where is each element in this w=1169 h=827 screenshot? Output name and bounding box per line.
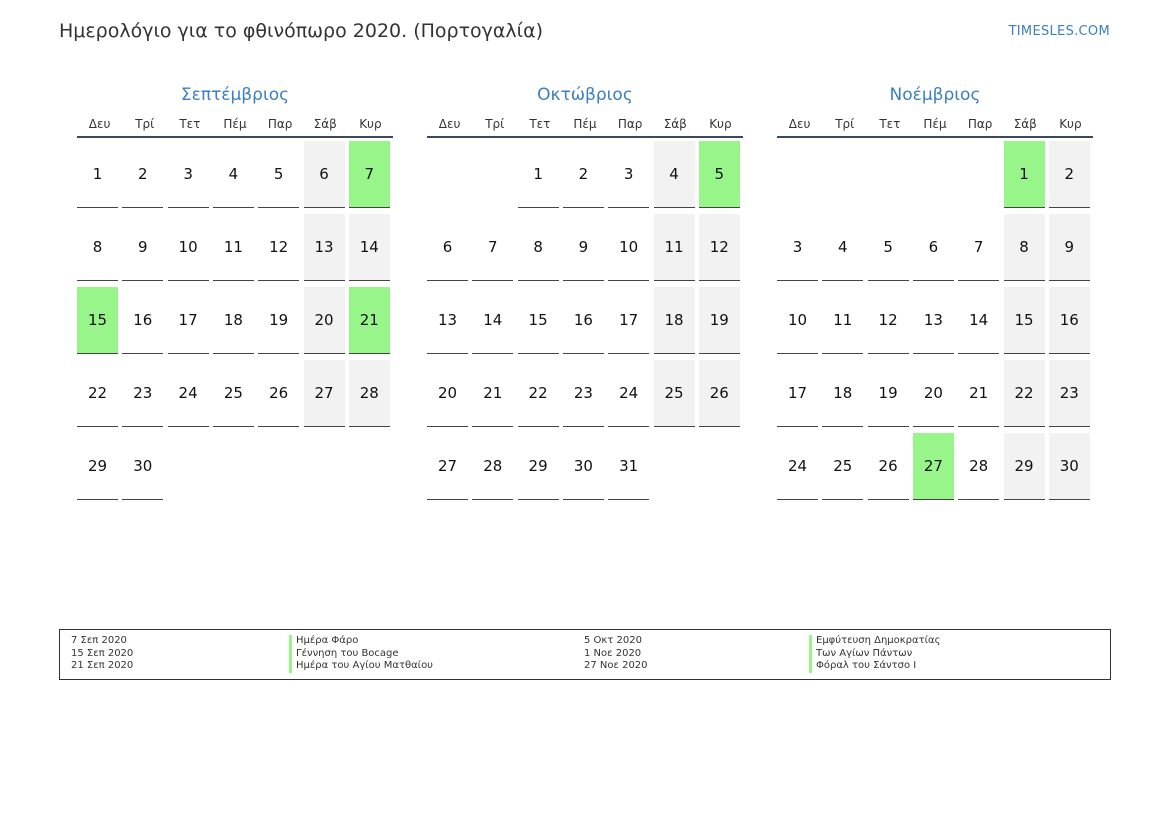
day-cell: 24 xyxy=(168,360,209,427)
month-title: Οκτώβριος xyxy=(537,85,633,105)
weekday-header xyxy=(427,116,743,138)
weekday-label: Πέμ xyxy=(573,117,597,131)
day-cell: 8 xyxy=(1004,214,1045,281)
day-cell: 8 xyxy=(77,214,118,281)
holiday-day-cell: 1 xyxy=(1004,141,1045,208)
legend-holiday-name: Φόραλ του Σάντσο I xyxy=(809,660,941,673)
day-cell: 21 xyxy=(958,360,999,427)
day-cell: 12 xyxy=(868,287,909,354)
day-cell: 1 xyxy=(518,141,559,208)
day-cell: 19 xyxy=(868,360,909,427)
weekday-label: Κυρ xyxy=(359,117,382,131)
day-cell: 23 xyxy=(1049,360,1090,427)
day-cell: 14 xyxy=(472,287,513,354)
day-cell: 6 xyxy=(913,214,954,281)
day-cell: 30 xyxy=(1049,433,1090,500)
day-cell: 18 xyxy=(822,360,863,427)
holiday-day-cell: 15 xyxy=(77,287,118,354)
weekday-label: Παρ xyxy=(267,117,293,131)
day-cell: 27 xyxy=(427,433,468,500)
weekday-label: Πέμ xyxy=(223,117,247,131)
weekday-label: Παρ xyxy=(617,117,643,131)
legend-holiday-name: Εμφύτευση Δημοκρατίας xyxy=(809,635,941,648)
legend-date: 1 Νοε 2020 xyxy=(584,647,642,659)
legend-names-left xyxy=(289,635,433,673)
day-cell: 21 xyxy=(472,360,513,427)
day-cell: 22 xyxy=(77,360,118,427)
day-cell: 30 xyxy=(122,433,163,500)
weekday-label: Σάβ xyxy=(313,117,337,131)
day-cell: 10 xyxy=(608,214,649,281)
legend-dates-left xyxy=(71,635,133,673)
holiday-day-cell: 21 xyxy=(349,287,390,354)
day-cell: 12 xyxy=(699,214,740,281)
day-cell: 8 xyxy=(518,214,559,281)
day-cell: 20 xyxy=(913,360,954,427)
legend-names-right xyxy=(809,635,941,673)
day-cell: 25 xyxy=(213,360,254,427)
day-cell: 19 xyxy=(258,287,299,354)
day-cell: 7 xyxy=(472,214,513,281)
day-cell: 22 xyxy=(1004,360,1045,427)
day-cell: 4 xyxy=(822,214,863,281)
day-cell: 11 xyxy=(822,287,863,354)
day-grid xyxy=(777,141,1093,581)
day-cell: 25 xyxy=(822,433,863,500)
weekday-label: Σάβ xyxy=(663,117,687,131)
day-cell: 28 xyxy=(349,360,390,427)
legend-holiday-name: Των Αγίων Πάντων xyxy=(809,648,941,661)
day-cell: 6 xyxy=(304,141,345,208)
day-cell: 31 xyxy=(608,433,649,500)
day-cell: 20 xyxy=(304,287,345,354)
day-cell: 13 xyxy=(913,287,954,354)
day-cell: 4 xyxy=(654,141,695,208)
weekday-label: Τρί xyxy=(485,117,505,131)
day-cell: 17 xyxy=(608,287,649,354)
legend-holiday-name: Ημέρα Φάρο xyxy=(289,635,433,648)
day-cell: 17 xyxy=(777,360,818,427)
weekday-label: Δευ xyxy=(438,117,461,131)
day-cell: 3 xyxy=(608,141,649,208)
day-cell: 5 xyxy=(868,214,909,281)
day-cell: 14 xyxy=(958,287,999,354)
day-cell: 27 xyxy=(304,360,345,427)
weekday-label: Τρί xyxy=(835,117,855,131)
weekday-label: Τετ xyxy=(179,117,201,131)
day-cell: 2 xyxy=(1049,141,1090,208)
day-cell: 10 xyxy=(777,287,818,354)
page-title: Ημερολόγιο για το φθινόπωρο 2020. (Πορτογαλία) xyxy=(59,20,544,42)
day-cell: 16 xyxy=(1049,287,1090,354)
day-cell: 29 xyxy=(77,433,118,500)
day-grid xyxy=(427,141,743,581)
day-cell: 23 xyxy=(122,360,163,427)
weekday-label: Σάβ xyxy=(1013,117,1037,131)
day-cell: 13 xyxy=(427,287,468,354)
weekday-label: Τετ xyxy=(879,117,901,131)
weekday-label: Δευ xyxy=(788,117,811,131)
day-cell: 28 xyxy=(958,433,999,500)
weekday-label: Κυρ xyxy=(709,117,732,131)
day-cell: 29 xyxy=(1004,433,1045,500)
holiday-day-cell: 7 xyxy=(349,141,390,208)
day-cell: 9 xyxy=(563,214,604,281)
day-cell: 1 xyxy=(77,141,118,208)
day-cell: 30 xyxy=(563,433,604,500)
weekday-label: Τετ xyxy=(529,117,551,131)
day-cell: 5 xyxy=(258,141,299,208)
weekday-header xyxy=(77,116,393,138)
month-title: Νοέμβριος xyxy=(889,85,981,105)
day-cell: 6 xyxy=(427,214,468,281)
day-cell: 11 xyxy=(654,214,695,281)
month-september xyxy=(77,84,393,581)
day-cell: 4 xyxy=(213,141,254,208)
holiday-day-cell: 27 xyxy=(913,433,954,500)
day-cell: 18 xyxy=(654,287,695,354)
day-cell: 26 xyxy=(258,360,299,427)
legend-dates-right xyxy=(584,635,648,673)
day-cell: 15 xyxy=(1004,287,1045,354)
day-cell: 22 xyxy=(518,360,559,427)
weekday-label: Δευ xyxy=(88,117,111,131)
holiday-legend xyxy=(59,629,1111,680)
day-cell: 2 xyxy=(563,141,604,208)
day-cell: 23 xyxy=(563,360,604,427)
legend-date: 5 Οκτ 2020 xyxy=(584,635,642,646)
day-cell: 3 xyxy=(777,214,818,281)
day-cell: 9 xyxy=(1049,214,1090,281)
month-november xyxy=(777,84,1093,581)
day-cell: 9 xyxy=(122,214,163,281)
legend-holiday-name: Ημέρα του Αγίου Ματθαίου xyxy=(289,660,433,673)
day-cell: 3 xyxy=(168,141,209,208)
month-october xyxy=(427,84,743,581)
day-cell: 2 xyxy=(122,141,163,208)
day-cell: 16 xyxy=(563,287,604,354)
holiday-day-cell: 5 xyxy=(699,141,740,208)
day-cell: 16 xyxy=(122,287,163,354)
legend-holiday-name: Γέννηση του Bocage xyxy=(289,648,433,661)
day-cell: 28 xyxy=(472,433,513,500)
weekday-header xyxy=(777,116,1093,138)
day-cell: 7 xyxy=(958,214,999,281)
weekday-label: Κυρ xyxy=(1059,117,1082,131)
legend-date: 27 Νοε 2020 xyxy=(584,660,648,671)
site-link[interactable]: TIMESLES.COM xyxy=(1008,24,1110,39)
legend-date: 15 Σεπ 2020 xyxy=(71,647,134,659)
day-cell: 17 xyxy=(168,287,209,354)
day-cell: 15 xyxy=(518,287,559,354)
day-cell: 26 xyxy=(868,433,909,500)
weekday-label: Πέμ xyxy=(923,117,947,131)
day-cell: 19 xyxy=(699,287,740,354)
day-cell: 26 xyxy=(699,360,740,427)
weekday-label: Παρ xyxy=(967,117,993,131)
day-cell: 24 xyxy=(608,360,649,427)
day-grid xyxy=(77,141,393,581)
day-cell: 10 xyxy=(168,214,209,281)
day-cell: 20 xyxy=(427,360,468,427)
legend-date: 7 Σεπ 2020 xyxy=(71,635,127,646)
weekday-label: Τρί xyxy=(135,117,155,131)
legend-date: 21 Σεπ 2020 xyxy=(71,660,134,671)
day-cell: 13 xyxy=(304,214,345,281)
day-cell: 29 xyxy=(518,433,559,500)
day-cell: 14 xyxy=(349,214,390,281)
day-cell: 24 xyxy=(777,433,818,500)
month-title: Σεπτέμβριος xyxy=(180,85,290,105)
day-cell: 12 xyxy=(258,214,299,281)
day-cell: 11 xyxy=(213,214,254,281)
day-cell: 25 xyxy=(654,360,695,427)
day-cell: 18 xyxy=(213,287,254,354)
